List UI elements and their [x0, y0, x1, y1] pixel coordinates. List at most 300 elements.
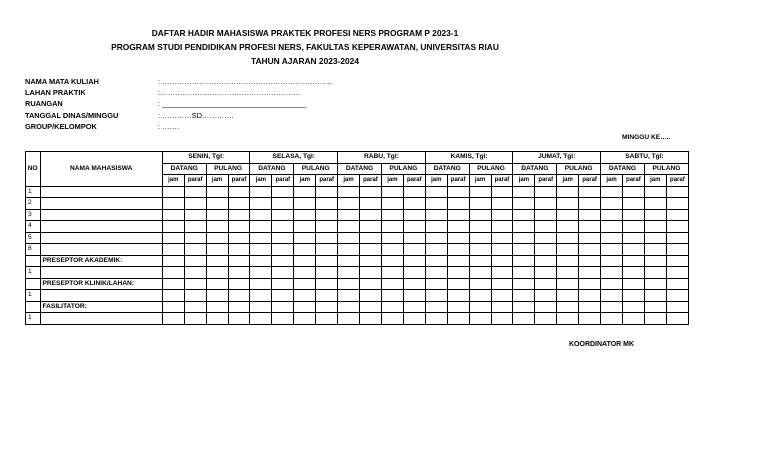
attendance-cell	[162, 186, 184, 198]
attendance-cell	[601, 255, 623, 267]
attendance-cell	[403, 267, 425, 279]
attendance-cell	[425, 186, 447, 198]
datang-header: DATANG	[425, 163, 469, 175]
attendance-cell	[360, 278, 382, 290]
attendance-cell	[228, 313, 250, 325]
attendance-cell	[601, 198, 623, 210]
attendance-cell	[162, 278, 184, 290]
attendance-cell	[403, 186, 425, 198]
attendance-cell	[184, 301, 206, 313]
attendance-cell	[162, 221, 184, 233]
week-label: MINGGU KE…..	[622, 134, 671, 141]
attendance-cell	[601, 301, 623, 313]
attendance-cell	[338, 255, 360, 267]
attendance-cell	[272, 244, 294, 256]
attendance-cell	[535, 221, 557, 233]
attendance-cell	[557, 209, 579, 221]
attendance-cell	[250, 221, 272, 233]
attendance-cell	[403, 301, 425, 313]
attendance-cell	[622, 267, 644, 279]
info-value: : ___________________________________	[158, 99, 306, 109]
attendance-cell	[316, 313, 338, 325]
attendance-cell	[644, 209, 666, 221]
attendance-cell	[250, 186, 272, 198]
attendance-cell	[228, 221, 250, 233]
attendance-cell	[316, 255, 338, 267]
attendance-cell	[666, 244, 688, 256]
pulang-header: PULANG	[381, 163, 425, 175]
section-no-cell	[26, 278, 41, 290]
table-row	[26, 232, 689, 244]
attendance-cell	[206, 278, 228, 290]
koordinator-label: KOORDINATOR MK	[569, 341, 635, 348]
paraf-header: paraf	[316, 175, 338, 187]
attendance-cell	[250, 255, 272, 267]
jam-header: jam	[294, 175, 316, 187]
jam-header: jam	[338, 175, 360, 187]
attendance-cell	[272, 221, 294, 233]
datang-header: DATANG	[601, 163, 645, 175]
attendance-cell	[184, 255, 206, 267]
attendance-cell	[579, 267, 601, 279]
attendance-cell	[228, 244, 250, 256]
attendance-cell	[403, 313, 425, 325]
day-header: SABTU, Tgl:	[601, 152, 689, 164]
attendance-cell	[622, 221, 644, 233]
attendance-cell	[162, 209, 184, 221]
attendance-cell	[272, 198, 294, 210]
attendance-cell	[425, 278, 447, 290]
attendance-cell	[535, 301, 557, 313]
day-header: SELASA, Tgl:	[250, 152, 338, 164]
program-title: PROGRAM STUDI PENDIDIKAN PROFESI NERS, FAKULTAS KEPERAWATAN, UNIVERSITAS RIAU	[111, 42, 499, 52]
attendance-cell	[184, 267, 206, 279]
pulang-header: PULANG	[644, 163, 688, 175]
attendance-cell	[381, 255, 403, 267]
attendance-cell	[601, 209, 623, 221]
datang-header: DATANG	[162, 163, 206, 175]
attendance-cell	[513, 221, 535, 233]
attendance-cell	[206, 301, 228, 313]
attendance-cell	[601, 290, 623, 302]
paraf-header: paraf	[622, 175, 644, 187]
attendance-cell	[381, 290, 403, 302]
attendance-cell	[622, 301, 644, 313]
attendance-cell	[360, 267, 382, 279]
attendance-cell	[381, 209, 403, 221]
paraf-header: paraf	[272, 175, 294, 187]
attendance-cell	[250, 301, 272, 313]
attendance-cell	[622, 244, 644, 256]
attendance-cell	[469, 209, 491, 221]
attendance-cell	[403, 255, 425, 267]
attendance-cell	[666, 221, 688, 233]
attendance-cell	[338, 267, 360, 279]
attendance-cell	[622, 278, 644, 290]
attendance-cell	[162, 313, 184, 325]
attendance-cell	[360, 209, 382, 221]
attendance-cell	[294, 267, 316, 279]
attendance-cell	[666, 209, 688, 221]
attendance-cell	[491, 290, 513, 302]
attendance-cell	[513, 301, 535, 313]
attendance-cell	[491, 186, 513, 198]
attendance-cell	[272, 186, 294, 198]
attendance-cell	[469, 278, 491, 290]
attendance-cell	[644, 221, 666, 233]
attendance-cell	[491, 301, 513, 313]
attendance-cell	[294, 244, 316, 256]
attendance-cell	[250, 232, 272, 244]
attendance-cell	[469, 232, 491, 244]
attendance-cell	[425, 313, 447, 325]
attendance-cell	[338, 290, 360, 302]
attendance-cell	[294, 198, 316, 210]
attendance-cell	[469, 313, 491, 325]
attendance-cell	[666, 301, 688, 313]
row-number: 4	[26, 221, 41, 233]
attendance-cell	[557, 232, 579, 244]
section-no-cell	[26, 301, 41, 313]
name-cell	[40, 198, 162, 210]
attendance-cell	[513, 186, 535, 198]
attendance-cell	[360, 221, 382, 233]
attendance-cell	[535, 313, 557, 325]
attendance-cell	[338, 244, 360, 256]
attendance-cell	[162, 301, 184, 313]
attendance-cell	[206, 255, 228, 267]
attendance-cell	[644, 232, 666, 244]
paraf-header: paraf	[184, 175, 206, 187]
attendance-cell	[403, 221, 425, 233]
attendance-cell	[622, 232, 644, 244]
attendance-cell	[184, 278, 206, 290]
attendance-cell	[162, 198, 184, 210]
attendance-cell	[535, 209, 557, 221]
pulang-header: PULANG	[294, 163, 338, 175]
jam-header: jam	[644, 175, 666, 187]
attendance-cell	[535, 232, 557, 244]
attendance-cell	[184, 209, 206, 221]
attendance-cell	[294, 290, 316, 302]
attendance-cell	[557, 255, 579, 267]
attendance-cell	[294, 221, 316, 233]
attendance-cell	[360, 313, 382, 325]
table-row	[26, 313, 689, 325]
section-row	[26, 255, 689, 267]
attendance-cell	[447, 232, 469, 244]
attendance-cell	[644, 313, 666, 325]
attendance-cell	[250, 244, 272, 256]
attendance-cell	[228, 186, 250, 198]
attendance-cell	[250, 209, 272, 221]
attendance-cell	[447, 209, 469, 221]
attendance-cell	[381, 267, 403, 279]
table-row	[26, 290, 689, 302]
attendance-cell	[557, 198, 579, 210]
jam-header: jam	[206, 175, 228, 187]
row-number: 3	[26, 209, 41, 221]
attendance-cell	[491, 232, 513, 244]
attendance-cell	[250, 313, 272, 325]
table-row	[26, 267, 689, 279]
attendance-cell	[666, 186, 688, 198]
attendance-cell	[513, 198, 535, 210]
attendance-cell	[557, 221, 579, 233]
attendance-cell	[360, 186, 382, 198]
attendance-cell	[425, 290, 447, 302]
attendance-cell	[644, 244, 666, 256]
attendance-cell	[294, 186, 316, 198]
attendance-cell	[491, 278, 513, 290]
info-label: TANGGAL DINAS/MINGGU	[25, 110, 119, 120]
attendance-cell	[535, 198, 557, 210]
name-cell	[40, 290, 162, 302]
attendance-cell	[666, 198, 688, 210]
attendance-cell	[579, 209, 601, 221]
paraf-header: paraf	[228, 175, 250, 187]
attendance-cell	[228, 301, 250, 313]
attendance-cell	[491, 267, 513, 279]
attendance-table	[25, 151, 689, 325]
attendance-cell	[338, 209, 360, 221]
attendance-cell	[469, 255, 491, 267]
attendance-cell	[228, 278, 250, 290]
attendance-cell	[579, 186, 601, 198]
attendance-cell	[447, 255, 469, 267]
attendance-cell	[447, 198, 469, 210]
attendance-cell	[360, 301, 382, 313]
attendance-cell	[228, 232, 250, 244]
attendance-cell	[601, 244, 623, 256]
datang-header: DATANG	[338, 163, 382, 175]
attendance-cell	[294, 255, 316, 267]
attendance-cell	[557, 313, 579, 325]
attendance-cell	[250, 198, 272, 210]
attendance-cell	[447, 221, 469, 233]
attendance-cell	[403, 278, 425, 290]
academic-year: TAHUN AJARAN 2023-2024	[251, 56, 359, 66]
table-row	[26, 186, 689, 198]
jam-header: jam	[162, 175, 184, 187]
section-no-cell	[26, 255, 41, 267]
jam-header: jam	[425, 175, 447, 187]
attendance-cell	[622, 209, 644, 221]
jam-header: jam	[381, 175, 403, 187]
jam-header: jam	[601, 175, 623, 187]
attendance-cell	[535, 278, 557, 290]
section-label: FASILITATOR:	[40, 301, 162, 313]
attendance-cell	[447, 313, 469, 325]
section-row	[26, 278, 689, 290]
name-cell	[40, 209, 162, 221]
col-nama-header: NAMA MAHASISWA	[40, 152, 162, 187]
row-number: 1	[26, 267, 41, 279]
attendance-cell	[360, 290, 382, 302]
table-row	[26, 198, 689, 210]
section-row	[26, 301, 689, 313]
attendance-cell	[162, 255, 184, 267]
attendance-cell	[491, 255, 513, 267]
attendance-cell	[206, 209, 228, 221]
attendance-cell	[622, 313, 644, 325]
attendance-cell	[403, 232, 425, 244]
attendance-cell	[360, 255, 382, 267]
row-number: 1	[26, 313, 41, 325]
paraf-header: paraf	[360, 175, 382, 187]
attendance-cell	[469, 301, 491, 313]
row-number: 1	[26, 290, 41, 302]
attendance-cell	[535, 244, 557, 256]
attendance-cell	[666, 278, 688, 290]
info-label: LAHAN PRAKTIK	[25, 88, 86, 98]
paraf-header: paraf	[403, 175, 425, 187]
paraf-header: paraf	[535, 175, 557, 187]
attendance-cell	[338, 278, 360, 290]
attendance-cell	[206, 313, 228, 325]
col-no-header: NO	[26, 152, 41, 187]
day-header: KAMIS, Tgl:	[425, 152, 513, 164]
table-row	[26, 221, 689, 233]
attendance-cell	[535, 267, 557, 279]
attendance-cell	[513, 244, 535, 256]
attendance-cell	[535, 186, 557, 198]
attendance-cell	[601, 278, 623, 290]
attendance-cell	[469, 267, 491, 279]
attendance-cell	[316, 221, 338, 233]
paraf-header: paraf	[579, 175, 601, 187]
attendance-cell	[579, 198, 601, 210]
attendance-cell	[579, 255, 601, 267]
pulang-header: PULANG	[206, 163, 250, 175]
attendance-cell	[513, 267, 535, 279]
attendance-cell	[338, 232, 360, 244]
attendance-cell	[316, 244, 338, 256]
attendance-cell	[381, 221, 403, 233]
attendance-cell	[601, 221, 623, 233]
attendance-cell	[162, 232, 184, 244]
name-cell	[40, 267, 162, 279]
attendance-cell	[513, 209, 535, 221]
attendance-cell	[469, 244, 491, 256]
attendance-cell	[491, 313, 513, 325]
attendance-cell	[206, 290, 228, 302]
attendance-cell	[513, 290, 535, 302]
attendance-cell	[403, 198, 425, 210]
attendance-cell	[228, 267, 250, 279]
attendance-cell	[557, 301, 579, 313]
attendance-cell	[272, 278, 294, 290]
attendance-cell	[535, 255, 557, 267]
attendance-cell	[316, 301, 338, 313]
attendance-cell	[381, 244, 403, 256]
attendance-cell	[469, 186, 491, 198]
attendance-cell	[557, 267, 579, 279]
table-row	[26, 244, 689, 256]
attendance-cell	[250, 278, 272, 290]
attendance-cell	[272, 313, 294, 325]
attendance-cell	[666, 232, 688, 244]
attendance-cell	[162, 244, 184, 256]
attendance-cell	[206, 232, 228, 244]
attendance-cell	[513, 278, 535, 290]
attendance-cell	[228, 198, 250, 210]
table-row	[26, 209, 689, 221]
attendance-cell	[272, 255, 294, 267]
row-number: 5	[26, 232, 41, 244]
attendance-cell	[316, 278, 338, 290]
info-value: : …….	[158, 121, 179, 131]
attendance-cell	[381, 198, 403, 210]
attendance-cell	[447, 290, 469, 302]
attendance-cell	[644, 255, 666, 267]
attendance-cell	[513, 313, 535, 325]
attendance-cell	[425, 255, 447, 267]
attendance-cell	[644, 267, 666, 279]
attendance-cell	[294, 209, 316, 221]
attendance-cell	[535, 290, 557, 302]
attendance-cell	[294, 301, 316, 313]
attendance-cell	[162, 267, 184, 279]
attendance-cell	[272, 267, 294, 279]
attendance-cell	[622, 198, 644, 210]
paraf-header: paraf	[447, 175, 469, 187]
paraf-header: paraf	[491, 175, 513, 187]
day-header: JUMAT, Tgl:	[513, 152, 601, 164]
attendance-cell	[184, 221, 206, 233]
attendance-cell	[316, 232, 338, 244]
attendance-cell	[184, 198, 206, 210]
jam-header: jam	[557, 175, 579, 187]
attendance-cell	[316, 186, 338, 198]
attendance-cell	[228, 255, 250, 267]
attendance-cell	[557, 244, 579, 256]
name-cell	[40, 221, 162, 233]
attendance-cell	[666, 313, 688, 325]
jam-header: jam	[469, 175, 491, 187]
attendance-cell	[381, 301, 403, 313]
attendance-cell	[162, 290, 184, 302]
attendance-cell	[447, 278, 469, 290]
attendance-cell	[601, 267, 623, 279]
attendance-cell	[425, 209, 447, 221]
attendance-cell	[644, 278, 666, 290]
header-row-days	[26, 152, 689, 164]
attendance-cell	[381, 313, 403, 325]
attendance-cell	[579, 313, 601, 325]
attendance-cell	[425, 198, 447, 210]
attendance-cell	[272, 301, 294, 313]
name-cell	[40, 313, 162, 325]
info-label: GROUP/KELOMPOK	[25, 121, 97, 131]
attendance-cell	[294, 278, 316, 290]
info-value: :…………………………………………………	[158, 88, 301, 98]
attendance-cell	[381, 232, 403, 244]
attendance-cell	[622, 186, 644, 198]
attendance-cell	[447, 301, 469, 313]
name-cell	[40, 244, 162, 256]
attendance-cell	[294, 313, 316, 325]
attendance-cell	[469, 290, 491, 302]
attendance-cell	[360, 198, 382, 210]
attendance-cell	[601, 313, 623, 325]
attendance-cell	[316, 267, 338, 279]
attendance-cell	[250, 290, 272, 302]
attendance-cell	[338, 186, 360, 198]
attendance-cell	[622, 255, 644, 267]
attendance-cell	[338, 221, 360, 233]
attendance-cell	[206, 221, 228, 233]
